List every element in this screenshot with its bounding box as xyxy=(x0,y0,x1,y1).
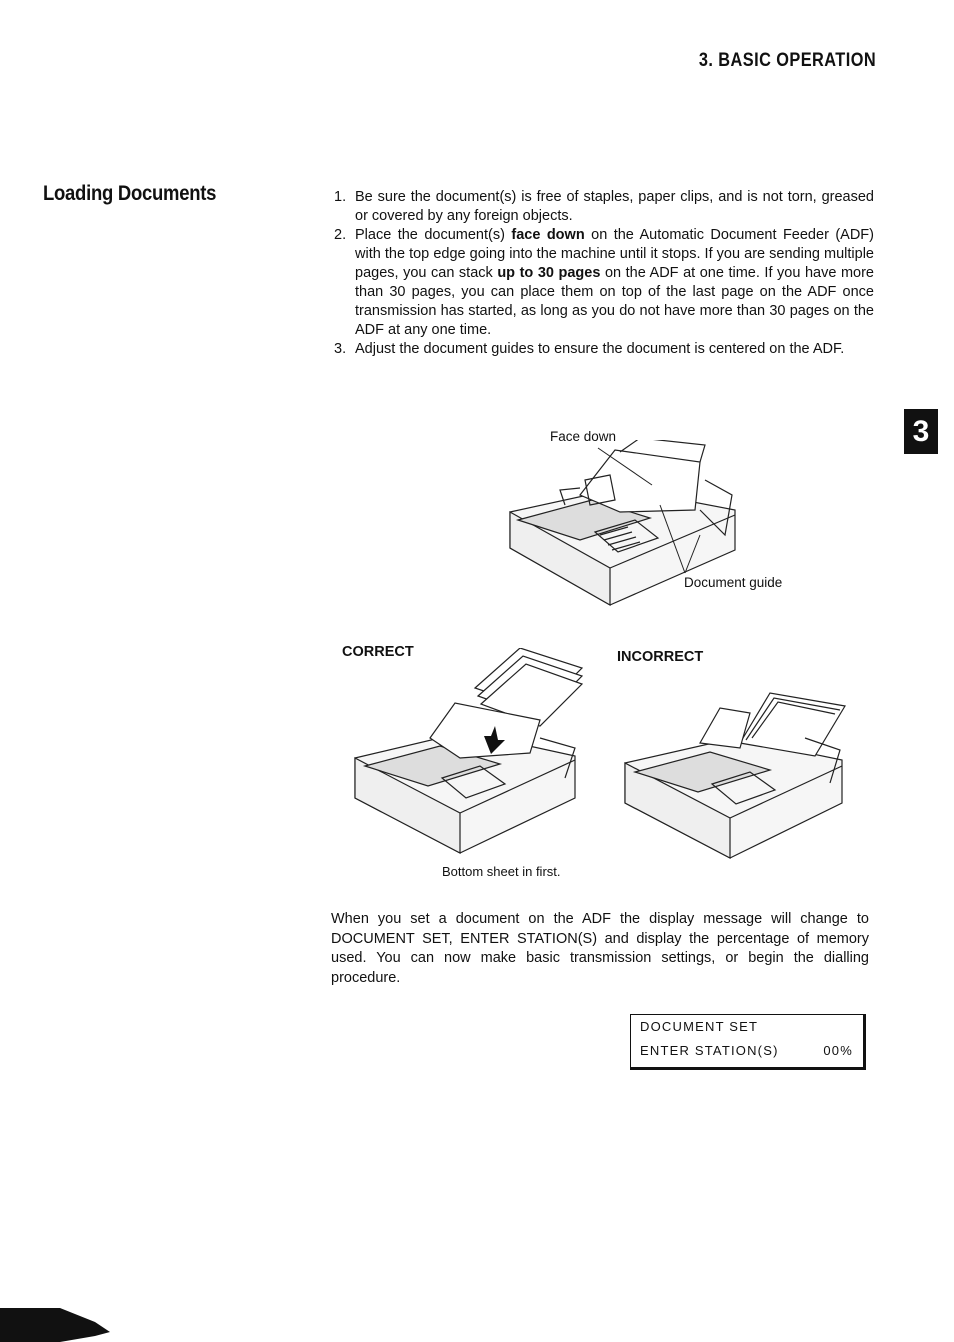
step-text: Adjust the document guides to ensure the document is centered on the ADF. xyxy=(355,341,845,357)
instruction-steps xyxy=(334,188,874,359)
correct-caption: Bottom sheet in first. xyxy=(442,864,561,879)
scan-edge-mark xyxy=(0,1300,120,1342)
lcd-line-1: DOCUMENT SET xyxy=(640,1019,759,1034)
step-text: Place the document(s) xyxy=(355,227,512,243)
fax-correct-illustration xyxy=(350,648,585,858)
step-3 xyxy=(334,340,874,359)
step-text: on the Automatic Document Feeder (ADF) with the top edge going into the machine until it stops. If you are sending multiple pages, you can stack xyxy=(355,227,874,281)
step-2 xyxy=(334,226,874,340)
chapter-tab: 3 xyxy=(904,409,938,454)
correct-label: CORRECT xyxy=(342,644,414,660)
emphasis-page-limit: up to 30 pages xyxy=(497,265,601,281)
fax-incorrect-illustration xyxy=(620,688,852,863)
step-number: 1. xyxy=(334,189,347,205)
step-number: 3. xyxy=(334,341,347,357)
incorrect-label: INCORRECT xyxy=(617,649,704,665)
lcd-display xyxy=(630,1014,866,1070)
chapter-header: 3. BASIC OPERATION xyxy=(698,50,876,71)
face-down-label: Face down xyxy=(550,429,617,444)
document-guide-label: Document guide xyxy=(684,575,783,590)
section-title: Loading Documents xyxy=(43,182,217,205)
lcd-memory-percent: 00% xyxy=(823,1043,853,1058)
emphasis-face-down: face down xyxy=(511,227,585,243)
step-1 xyxy=(334,188,874,226)
lcd-line-2: ENTER STATION(S) xyxy=(640,1043,779,1058)
step-number: 2. xyxy=(334,227,347,243)
step-text: Be sure the document(s) is free of staples, paper clips, and is not torn, greased or covered by any foreign objects. xyxy=(355,189,874,224)
step-text: on the ADF at one time. If you have more than 30 pages, you can place them on top of the last page on the ADF once transmission has started, as long as you do not have more than 30 pages on the ADF at any one time. xyxy=(355,265,874,338)
body-paragraph: When you set a document on the ADF the display message will change to DOCUMENT SET, ENTER STATION(S) and display the percentage of memory used. You can now make basic transmission settings, or begin the dialling procedure. xyxy=(331,911,869,986)
